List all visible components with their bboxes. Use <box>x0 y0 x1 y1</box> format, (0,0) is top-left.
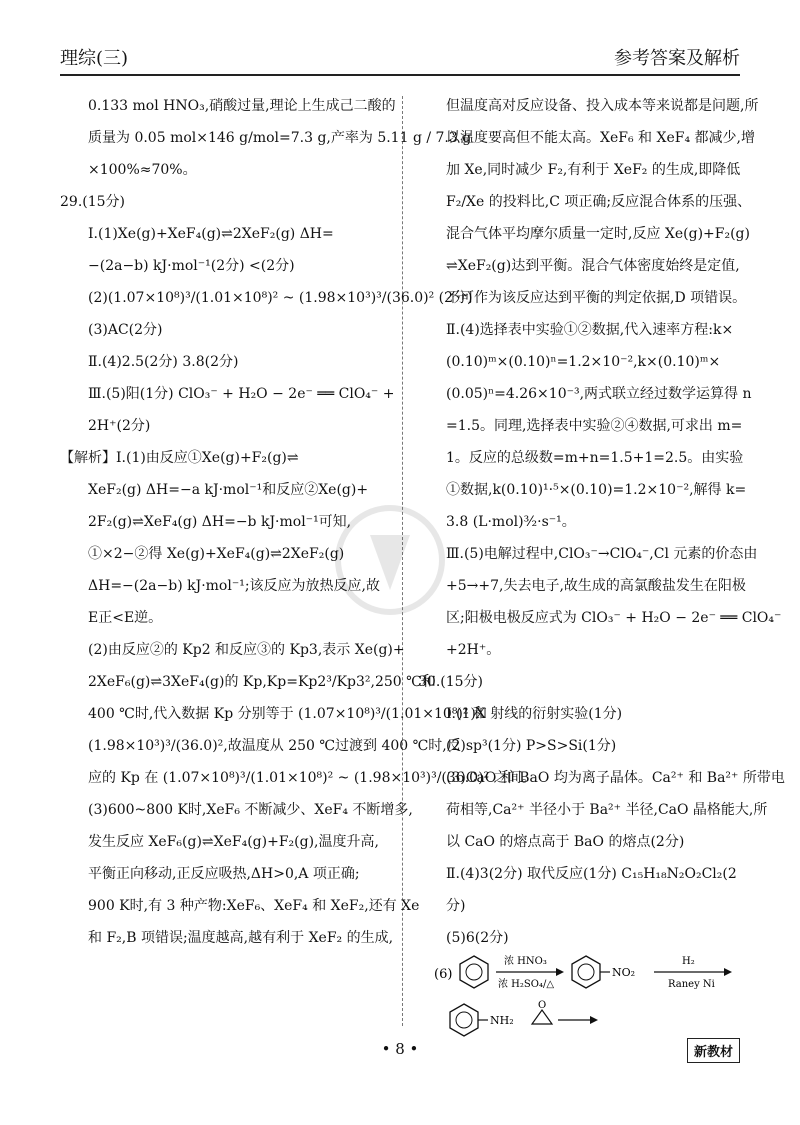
right-column-line: (0.05)ⁿ=4.26×10⁻³,两式联立经过数学运算得 n <box>446 386 752 402</box>
reagent1-top: 浓 HNO₃ <box>504 956 547 967</box>
epoxide-icon <box>532 1000 552 1024</box>
left-column-line: 【解析】Ⅰ.(1)由反应①Xe(g)+F₂(g)⇌ <box>60 450 299 466</box>
right-column-line: ⇌XeF₂(g)达到平衡。混合气体密度始终是定值, <box>446 258 740 274</box>
aniline-scheme <box>434 1000 694 1040</box>
aniline-ring-icon <box>450 1004 478 1036</box>
left-column-line: 0.133 mol HNO₃,硝酸过量,理论上生成己二酸的 <box>88 98 396 114</box>
right-column-line: 不可作为该反应达到平衡的判定依据,D 项错误。 <box>446 290 747 306</box>
right-column-line: +2H⁺。 <box>446 642 501 658</box>
header-rule <box>60 74 740 76</box>
right-column-line: F₂/Xe 的投料比,C 项正确;反应混合体系的压强、 <box>446 194 752 210</box>
right-column-line: 加 Xe,同时减少 F₂,有利于 XeF₂ 的生成,即降低 <box>446 162 741 178</box>
left-column-line: Ⅱ.(4)2.5(2分) 3.8(2分) <box>88 354 239 370</box>
left-column-line: ×100%≈70%。 <box>88 162 197 178</box>
nitro-group: NO₂ <box>612 966 636 979</box>
right-column-line: Ⅰ.(1)X 射线的衍射实验(1分) <box>446 706 623 722</box>
right-column-line: Ⅱ.(4)3(2分) 取代反应(1分) C₁₅H₁₈N₂O₂Cl₂(2 <box>446 866 737 882</box>
reagent2-top: H₂ <box>682 956 695 967</box>
right-column-line: Ⅲ.(5)电解过程中,ClO₃⁻→ClO₄⁻,Cl 元素的价态由 <box>446 546 758 562</box>
right-column-line: ①数据,k(0.10)¹·⁵×(0.10)=1.2×10⁻²,解得 k= <box>446 482 747 498</box>
right-column-line: 区;阳极电极反应式为 ClO₃⁻ + H₂O − 2e⁻ ══ ClO₄⁻ <box>446 610 782 626</box>
right-column-line: =1.5。同理,选择表中实验②④数据,可求出 m= <box>446 418 743 434</box>
left-column-line: Ⅲ.(5)阳(1分) ClO₃⁻ + H₂O − 2e⁻ ══ ClO₄⁻ + <box>88 386 395 402</box>
right-column-line: 混合气体平均摩尔质量一定时,反应 Xe(g)+F₂(g) <box>446 226 750 242</box>
right-column-line: 分) <box>446 898 466 914</box>
edition-badge: 新教材 <box>687 1038 740 1063</box>
right-column-line: (2)sp³(1分) P>S>Si(1分) <box>446 738 617 754</box>
left-column-line: (2)由反应②的 Kp2 和反应③的 Kp3,表示 Xe(g)+ <box>88 642 405 658</box>
right-column-line: 1。反应的总级数=m+n=1.5+1=2.5。由实验 <box>446 450 744 466</box>
left-column-line: 2XeF₆(g)⇌3XeF₄(g)的 Kp,Kp=Kp2³/Kp3²,250 ℃和 <box>88 674 436 690</box>
epoxide-oxygen: O <box>538 1000 547 1011</box>
header-title: 参考答案及解析 <box>614 48 740 69</box>
scheme-label: (6) <box>434 967 453 982</box>
reagent1-bottom: 浓 H₂SO₄/△ <box>498 979 555 990</box>
right-column-line: (3)CaO 和 BaO 均为离子晶体。Ca²⁺ 和 Ba²⁺ 所带电 <box>446 770 785 786</box>
left-column-line: XeF₂(g) ΔH=−a kJ·mol⁻¹和反应②Xe(g)+ <box>88 482 369 498</box>
right-column-line: +5→+7,失去电子,故生成的高氯酸盐发生在阳极 <box>446 578 746 594</box>
left-column-line: 400 ℃时,代入数据 Kp 分别等于 (1.07×10⁸)³/(1.01×10⁸)² 和 <box>88 706 487 722</box>
right-column-line: 但温度高对反应设备、投入成本等来说都是问题,所 <box>446 98 759 114</box>
right-column-line: 3.8 (L·mol)³⁄₂·s⁻¹。 <box>446 514 576 530</box>
right-column-line: 以温度要高但不能太高。XeF₆ 和 XeF₄ 都减少,增 <box>446 130 755 146</box>
left-column-line: 应的 Kp 在 (1.07×10⁸)³/(1.01×10⁸)² ~ (1.98×10³)³/(36.0)² 之间。 <box>88 770 536 786</box>
left-column-line: (2)(1.07×10⁸)³/(1.01×10⁸)² ~ (1.98×10³)³/(36.0)² (2分) <box>88 290 473 306</box>
right-column <box>418 90 785 954</box>
left-column-line: ①×2−②得 Xe(g)+XeF₄(g)⇌2XeF₂(g) <box>88 546 345 562</box>
left-column-line: 2F₂(g)⇌XeF₄(g) ΔH=−b kJ·mol⁻¹可知, <box>88 514 352 530</box>
left-column-line: 发生反应 XeF₆(g)⇌XeF₄(g)+F₂(g),温度升高, <box>88 834 379 850</box>
page-number: • 8 • <box>381 1040 419 1058</box>
page-header <box>60 44 740 74</box>
right-column-line: (5)6(2分) <box>446 930 509 946</box>
amino-group: NH₂ <box>490 1014 514 1027</box>
left-column-line: 29.(15分) <box>60 194 126 210</box>
left-column-line: Ⅰ.(1)Xe(g)+XeF₄(g)⇌2XeF₂(g) ΔH= <box>88 226 334 242</box>
left-column-line: 2H⁺(2分) <box>88 418 151 434</box>
right-column-line: (0.10)ᵐ×(0.10)ⁿ=1.2×10⁻²,k×(0.10)ᵐ× <box>446 354 721 370</box>
left-column-line: 质量为 0.05 mol×146 g/mol=7.3 g,产率为 5.11 g / 7.3 g <box>88 130 472 146</box>
right-column-line: Ⅱ.(4)选择表中实验①②数据,代入速率方程:k× <box>446 322 734 338</box>
right-column-line: 以 CaO 的熔点高于 BaO 的熔点(2分) <box>446 834 685 850</box>
left-column-line: 平衡正向移动,正反应吸热,ΔH>0,A 项正确; <box>88 866 360 882</box>
left-column-line: E正<E逆。 <box>88 610 163 626</box>
right-column-line: 30.(15分) <box>418 674 484 690</box>
left-column-line: ΔH=−(2a−b) kJ·mol⁻¹;该反应为放热反应,故 <box>88 578 380 594</box>
left-column-line: 900 K时,有 3 种产物:XeF₆、XeF₄ 和 XeF₂,还有 Xe <box>88 898 420 914</box>
header-subject: 理综(三) <box>60 48 129 69</box>
left-column-line: (1.98×10³)³/(36.0)²,故温度从 250 ℃过渡到 400 ℃时,反 <box>88 738 461 754</box>
nitrobenzene-ring-icon <box>572 956 600 988</box>
benzene-ring-icon <box>460 956 488 988</box>
left-column-line: (3)600~800 K时,XeF₆ 不断减少、XeF₄ 不断增多, <box>88 802 413 818</box>
left-column-line: 和 F₂,B 项错误;温度越高,越有利于 XeF₂ 的生成, <box>88 930 394 946</box>
left-column-line: −(2a−b) kJ·mol⁻¹(2分) <(2分) <box>88 258 295 274</box>
left-column-line: (3)AC(2分) <box>88 322 163 338</box>
right-column-line: 荷相等,Ca²⁺ 半径小于 Ba²⁺ 半径,CaO 晶格能大,所 <box>446 802 768 818</box>
reagent2-bottom: Raney Ni <box>668 979 715 990</box>
